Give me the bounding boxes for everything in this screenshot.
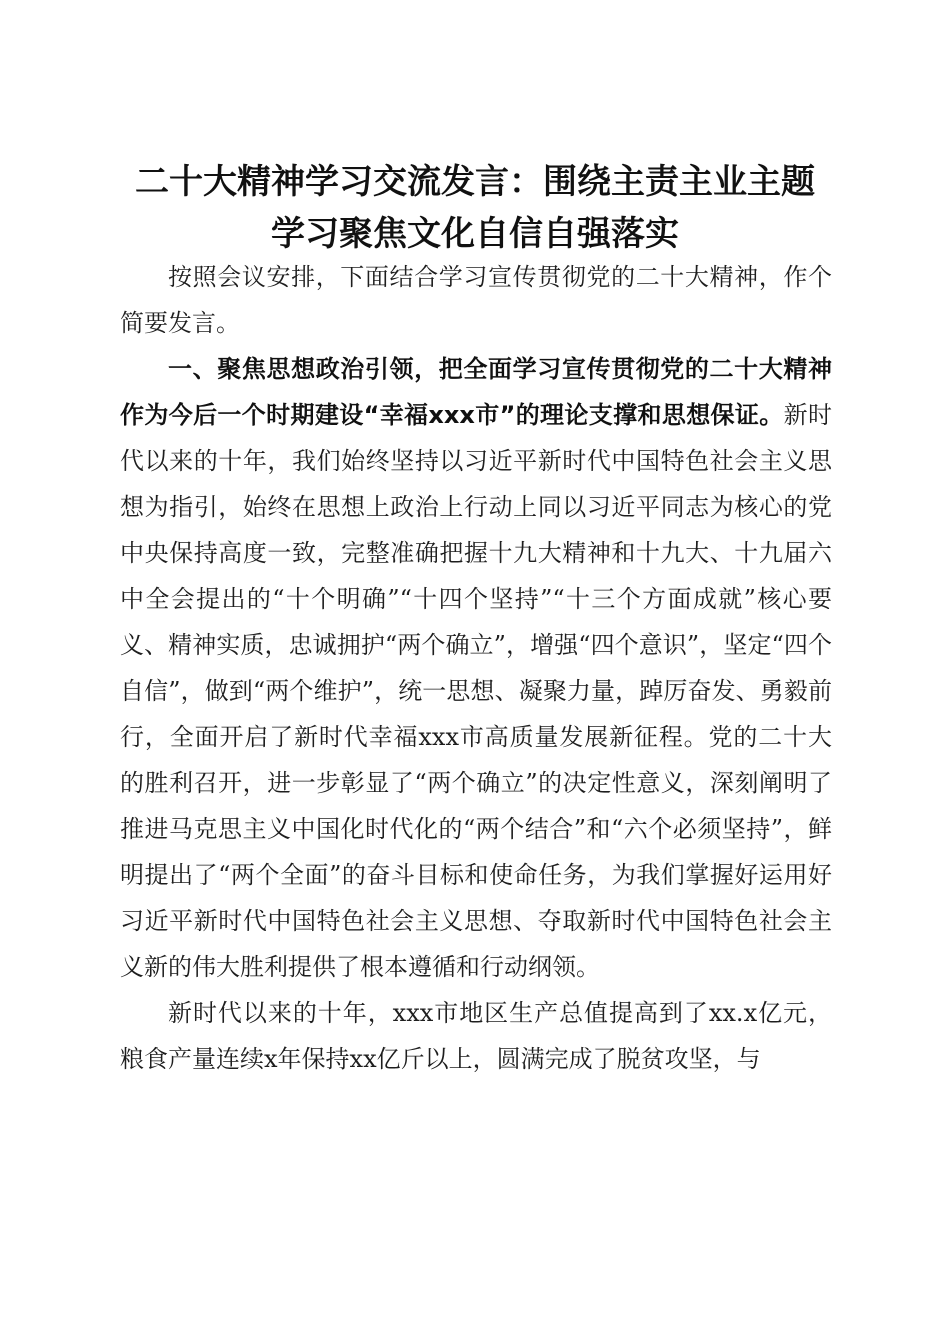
paragraph-text: 按照会议安排，下面结合学习宣传贯彻党的二十大精神，作个简要发言。 bbox=[120, 263, 832, 337]
document-title bbox=[100, 156, 850, 260]
title-line-1: 二十大精神学习交流发言：围绕主责主业主题 bbox=[135, 161, 815, 202]
section-heading: 一、聚焦思想政治引领，把全面学习宣传贯彻党的二十大精神作为今后一个时期建设“幸福xxx市”的理论支撑和思想保证。 bbox=[120, 355, 832, 429]
paragraph-intro bbox=[120, 254, 832, 346]
paragraph-achievements bbox=[120, 990, 832, 1082]
document-body bbox=[120, 254, 832, 1082]
paragraph-text: 新时代以来的十年，我们始终坚持以习近平新时代中国特色社会主义思想为指引，始终在思想上政治上行动上同以习近平同志为核心的党中央保持高度一致，完整准确把握十九大精神和十九大、十九届六中全会提出的“十个明确”“十四个坚持”“十三个方面成就”核心要义、精神实质，忠诚拥护“两个确立”，增强“四个意识”，坚定“四个自信”，做到“两个维护”，统一思想、凝聚力量，踔厉奋发、勇毅前行，全面开启了新时代幸福xxx市高质量发展新征程。党的二十大的胜利召开，进一步彰显了“两个确立”的决定性意义，深刻阐明了推进马克思主义中国化时代化的“两个结合”和“六个必须坚持”，鲜明提出了“两个全面”的奋斗目标和使命任务，为我们掌握好运用好习近平新时代中国特色社会主义思想、夺取新时代中国特色社会主义新的伟大胜利提供了根本遵循和行动纲领。 bbox=[120, 401, 832, 981]
paragraph-section-1 bbox=[120, 346, 832, 990]
paragraph-text: 新时代以来的十年，xxx市地区生产总值提高到了xx.x亿元，粮食产量连续x年保持xx亿斤以上，圆满完成了脱贫攻坚，与 bbox=[120, 999, 832, 1073]
title-line-2: 学习聚焦文化自信自强落实 bbox=[271, 213, 679, 254]
